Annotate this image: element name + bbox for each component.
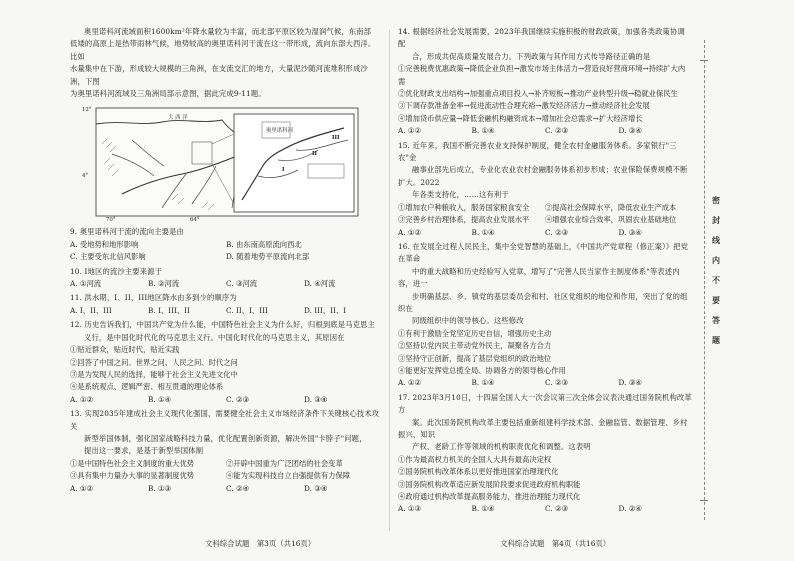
q16-stem: 16. 在发展全过程人民民主，集中全党智慧的基础上，《中国共产党章程（修正案）》把党在革命 [398, 241, 689, 264]
q12-statement-3: ③是为发现人民的选择，能够于社会主义先进文化中 [70, 369, 238, 379]
q9-stem: 9. 奥里诺科河干流的流向主要是由 [70, 227, 184, 237]
map-lat-bottom: 4° [82, 173, 89, 180]
q14-stem: 14. 根据经济社会发展需要，2023年我国继续实施积极的财政政策，加强各类政策协调配 [398, 27, 685, 49]
q9-option-d[interactable]: D. 随着地势平原流向北部 [226, 252, 310, 262]
q9-option-b[interactable]: B. 由东南高原流向西北 [226, 239, 302, 249]
q17-statement-2: ②国务院机构改革体系以更好推进国家治理现代化 [398, 467, 559, 477]
q13-statement-4: ④能为实现科技自立自强提供有力保障 [226, 471, 351, 481]
seal-tick [700, 500, 708, 501]
question-15 [398, 140, 692, 239]
map-sea-label: 大 西 洋 [168, 115, 188, 122]
q16-statement-4: ④能更好发挥党总揽全局、协调各方的领导核心作用 [398, 365, 566, 375]
q14-stem-2: 合，形成共促高质量发展合力。下列政策与其作用方式传导路径正确的是 [412, 51, 651, 61]
q13-statement-3: ③具有集中力量办大事的显著制度优势 [70, 471, 195, 481]
q16-option-d[interactable]: D. ③④ [618, 378, 642, 388]
q15-option-c[interactable]: C. ②③ [545, 227, 569, 237]
q11-option-d[interactable]: D. III、II、I [304, 305, 347, 315]
q12-stem: 12. 历史告诉我们，中国共产党为什么能，中国特色社会主义为什么好，归根到底是马克思主 [70, 320, 375, 330]
q15-statement-3: ③完善乡村治理体系，提高农业发展水平 [398, 215, 530, 225]
question-17 [398, 392, 692, 516]
q16-stem-4: 同级组织中的领导核心。这些修改 [412, 316, 524, 326]
question-13 [70, 408, 382, 495]
q14-option-b[interactable]: B. ①④ [471, 126, 495, 136]
q10-option-b[interactable]: B. ②河流 [148, 279, 180, 289]
q17-option-b[interactable]: B. ①④ [471, 504, 495, 514]
q15-statement-2: ②提高社会保障水平，降低农业生产成本 [545, 202, 677, 212]
q10-stem: 10. I地区的流沙主要来源于 [70, 266, 163, 276]
seal-line-text: 密 封 线 内 不 要 答 题 [712, 195, 728, 345]
q14-statement-1: ①完善税费优惠政策→降低企业负担→激发市场主体活力→营造良好营商环境→持续扩大内需 [398, 64, 686, 86]
q13-statement-1: ①是中国特色社会主义制度的重大优势 [70, 458, 195, 468]
q17-stem: 17. 2023年3月10日，十四届全国人大一次会议第三次全体会议表决通过国务院机构改革方 [398, 392, 692, 415]
q16-option-c[interactable]: C. ②③ [545, 378, 569, 388]
q17-statement-4: ④政府通过机构改革提高服务能力，推进治理能力现代化 [398, 492, 581, 502]
inset-label-iii: III [332, 135, 340, 142]
q13-option-a[interactable]: A. ①② [70, 483, 93, 493]
q16-statement-2: ②坚持以党内民主带动党外民主，凝聚各方合力 [398, 341, 552, 351]
q15-statement-4: ④增强农业综合效率，巩固农业基础地位 [545, 215, 677, 225]
orinoco-map [82, 104, 362, 222]
q13-stem-3: 提出这一要求，是基于新型举国体制 [84, 446, 204, 456]
q16-option-b[interactable]: B. ①④ [471, 378, 495, 388]
q14-statement-4: ④增加货币供应量→降低金融机构融资成本→增加社会总需求→扩大经济增长 [398, 113, 643, 123]
page-footer-right: 文科综合试题 第4页（共16页） [500, 539, 611, 548]
q14-option-a[interactable]: A. ①② [398, 126, 421, 136]
q14-statement-2: ②优化财政支出结构→加强重点项目投入→补齐短板→推动产业转型升级→稳就业保民生 [398, 89, 678, 99]
map-drawing [82, 104, 362, 222]
question-11 [70, 292, 382, 317]
q9-option-a[interactable]: A. 受地势和地形影响 [70, 239, 139, 249]
page-footer-left: 文科综合试题 第3页（共16页） [205, 539, 316, 548]
q16-statement-3: ③坚持守正创新，提高了基层党组织的政治地位 [398, 353, 552, 363]
q12-option-d[interactable]: D. ③④ [304, 394, 328, 404]
intro-line-4: 为奥里诺科河流域及三角洲局部示意图，据此完成9-11题。 [70, 89, 266, 99]
q17-stem-3: 产权、老龄工作等领域的机构职责优化和调整。这表明 [412, 442, 591, 452]
left-column [70, 26, 382, 527]
question-10 [70, 266, 382, 291]
map-lat-top: 12° [82, 107, 92, 114]
question-9 [70, 226, 382, 263]
q12-statement-1: ①贴近群众，贴近时代，贴近实践 [70, 345, 180, 355]
q15-stem-2: 融事业部先后成立，专业化农业农村金融服务体系初步形成；农业保险保费规模不断扩大。2022 [398, 165, 688, 187]
q12-option-a[interactable]: A. ①② [70, 394, 93, 404]
question-12 [70, 319, 382, 406]
question-14 [398, 26, 692, 138]
q14-statement-3: ③下调存款准备金率→促进流动性合理充裕→激发经济活力→推动经济社会发展 [398, 101, 650, 111]
q13-option-b[interactable]: B. ①③ [148, 483, 172, 493]
column-divider [389, 30, 390, 531]
q16-statement-1: ①有利于激励全党坚定历史自信，增强历史主动 [398, 328, 552, 338]
q17-statement-3: ③国务院机构改革适应新发展阶段要求促进政府机构职能 [398, 479, 581, 489]
q12-option-c[interactable]: C. ②③ [226, 394, 250, 404]
q17-stem-2: 案。此次国务院机构改革主要包括重新组建科学技术部、金融监管、数据管理、乡村振兴、知识 [398, 417, 688, 439]
q14-option-c[interactable]: C. ②③ [545, 126, 569, 136]
q15-option-a[interactable]: A. ①② [398, 227, 421, 237]
q16-stem-2: 中的重大战略和历史经验写入党章，增写了"完善人民当家作主制度体系"等表述内容，进一 [398, 266, 680, 289]
q17-option-a[interactable]: A. ①③ [398, 504, 421, 514]
q11-stem: 11. 洪水期，I、II、III地区降水由多到少的顺序为 [70, 293, 237, 303]
q17-option-c[interactable]: C. ②③ [545, 504, 569, 514]
q12-stem-2: 义行，是中国化时代化的马克思主义行。中国化时代化的马克思主义，其原因在 [84, 332, 345, 342]
intro-line-3: 水量集中在下游，形成较大规模的三角洲，在支流交汇的地方，大量泥沙随河流堆积形成沙洲，下图 [70, 64, 368, 86]
intro-line-1: 奥里诺科河流域面积1600km²年降水量较为丰富，而北部平原区较为湿润气候，东南部 [84, 27, 372, 36]
q14-option-d[interactable]: D. ③④ [618, 126, 642, 136]
right-column [398, 26, 692, 527]
question-16 [398, 241, 692, 390]
map-lon-left: 70° [106, 217, 116, 224]
q11-option-c[interactable]: C. II、I、III [226, 305, 268, 315]
q13-option-c[interactable]: C. ②④ [226, 483, 250, 493]
q11-option-b[interactable]: B. I、III、II [148, 305, 190, 315]
q9-option-c[interactable]: C. 主要受东北信风影响 [70, 252, 146, 262]
inset-title: 奥里诺科河 [266, 128, 293, 135]
q13-statement-2: ②开辟中国重为广泛团结的社会变革 [226, 458, 343, 468]
q17-statement-1: ①作为最高权力机关的全国人大具有最高决定权 [398, 454, 552, 464]
q12-option-b[interactable]: B. ①④ [148, 394, 172, 404]
q15-option-b[interactable]: B. ①④ [471, 227, 495, 237]
seal-tick [700, 60, 708, 61]
q15-stem: 15. 近年来，我国不断完善农业支持保护制度，健全农村金融服务体系。多家银行"三农"金 [398, 140, 677, 163]
map-lon-right: 64° [190, 217, 200, 224]
q13-option-d[interactable]: D. ③④ [304, 483, 328, 493]
q13-stem: 13. 实现2035年建成社会主义现代化强国，需要健全社会主义市场经济条件下关键核心技术攻关 [70, 409, 380, 431]
intro-line-2: 低矮的高原上是热带雨林气候，地势较高的奥里诺科河干流在这一带形成，流向东部大西洋。比如 [70, 39, 376, 61]
q10-option-a[interactable]: A. ①河流 [70, 279, 102, 289]
q17-option-d[interactable]: D. ②④ [618, 504, 642, 514]
q11-option-a[interactable]: A. I、II、III [70, 305, 112, 315]
q12-statement-4: ④是系统观点、逻辑严密、相互贯通的理论体系 [70, 382, 224, 392]
q15-stem-3: 年各类支持化，……这有利于 [412, 190, 509, 200]
inset-label-ii: II [312, 151, 318, 158]
q10-option-c[interactable]: C. ③河流 [226, 279, 258, 289]
q13-stem-2: 新型举国体制，强化国家战略科技力量，优化配置创新资源，解决外国"卡脖子"问题， [84, 433, 367, 443]
q16-option-a[interactable]: A. ①② [398, 378, 421, 388]
q10-option-d[interactable]: D. ④河流 [304, 279, 336, 289]
q15-statement-1: ①增加农户种粮收入，服务国家粮食安全 [398, 202, 530, 212]
q15-option-d[interactable]: D. ③④ [618, 227, 642, 237]
q16-stem-3: 步明确基层、乡、镇党的基层委员会和村、社区党组织的地位和作用，突出了党的组织在 [398, 291, 688, 313]
inset-label-i: I [282, 167, 285, 174]
seal-line-strip [704, 40, 729, 520]
q12-statement-2: ②回答了中国之问、世界之问、人民之问、时代之问 [70, 357, 238, 367]
